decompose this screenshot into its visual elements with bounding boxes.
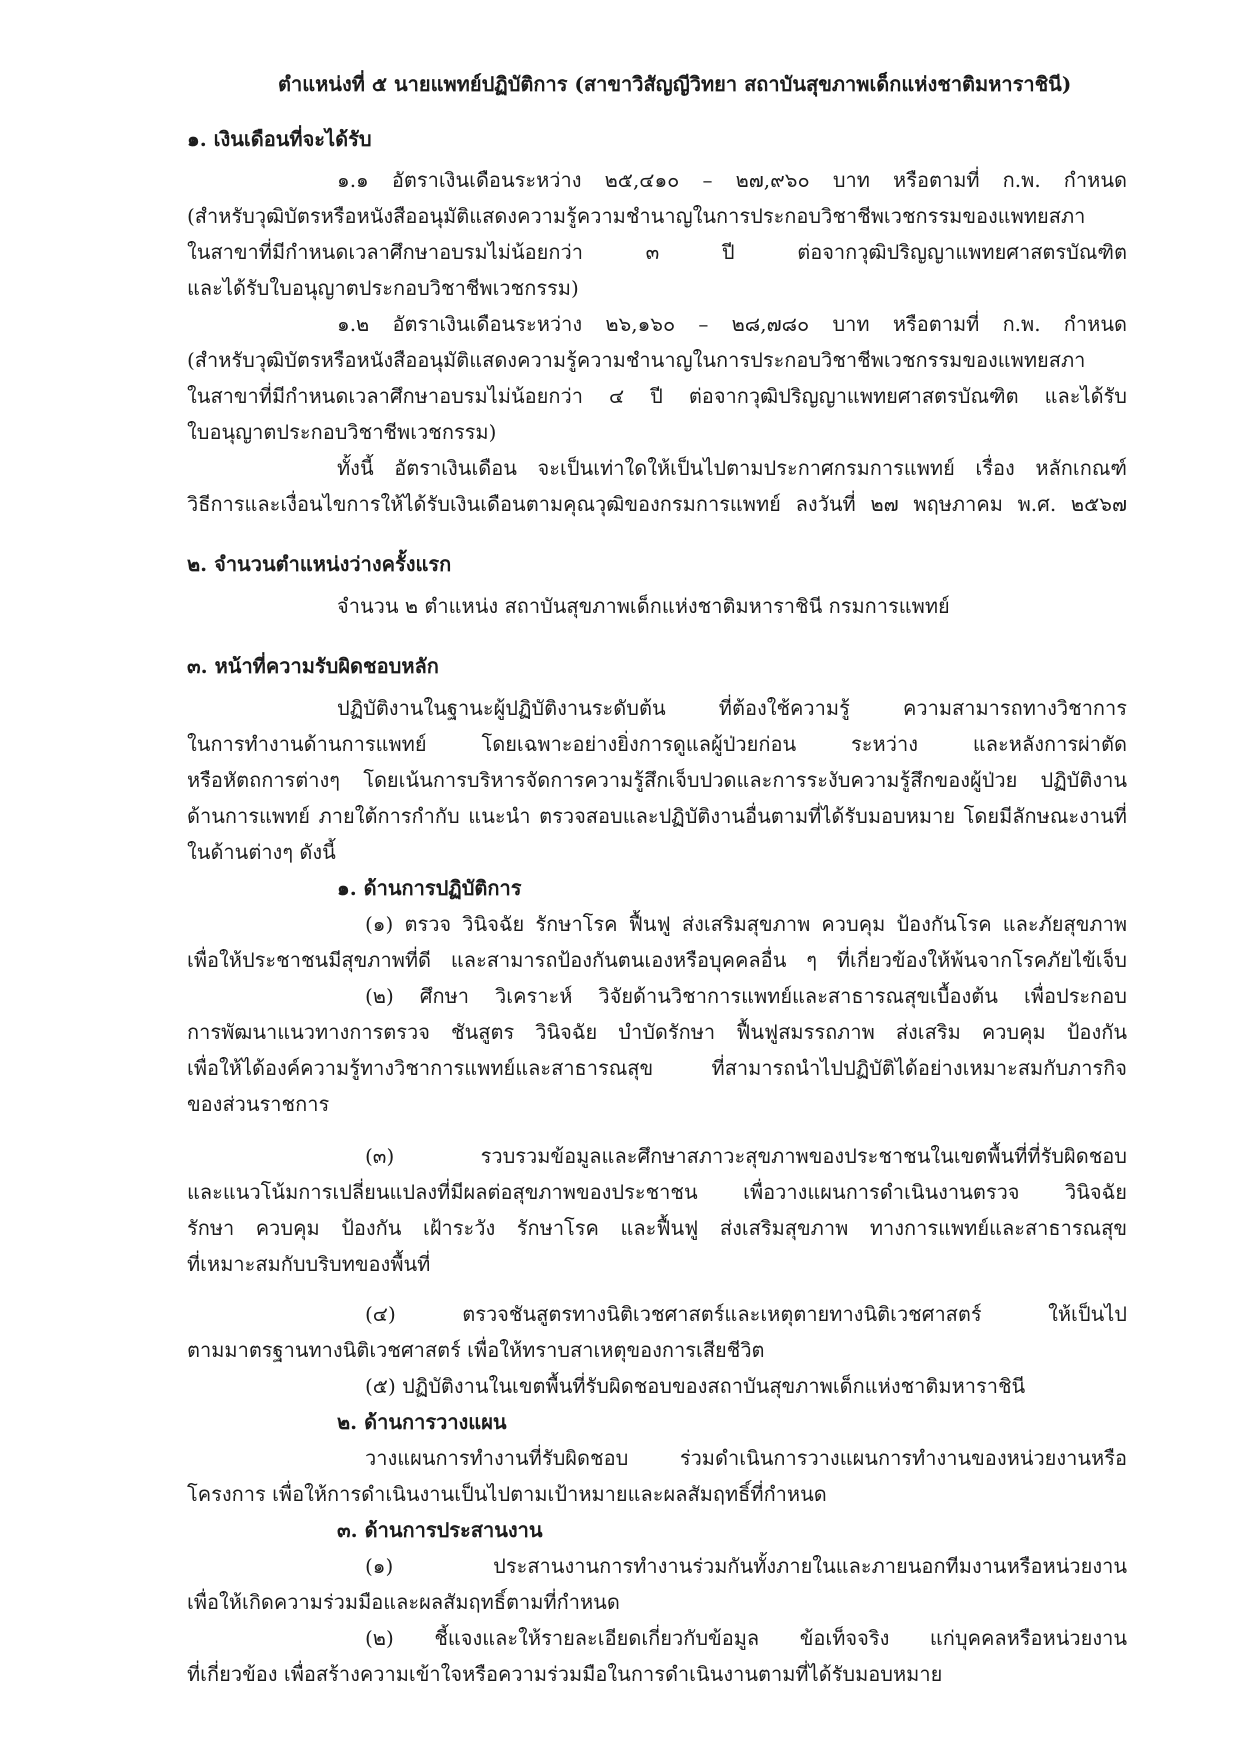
- operations-item-2: ของส่วนราชการ: [187, 1092, 330, 1116]
- subsection-planning-heading: ๒. ด้านการวางแผน: [337, 1410, 507, 1434]
- operations-item-2: (๒) ศึกษา วิเคราะห์ วิจัยด้านวิชาการแพทย์และสาธารณสุขเบื้องต้น เพื่อประกอบ: [365, 984, 1127, 1008]
- planning-text: โครงการ เพื่อให้การดำเนินงานเป็นไปตามเป้าหมายและผลสัมฤทธิ์ที่กำหนด: [187, 1482, 827, 1506]
- operations-item-5: (๕) ปฏิบัติงานในเขตพื้นที่รับผิดชอบของสถาบันสุขภาพเด็กแห่งชาติมหาราชินี: [365, 1374, 1026, 1398]
- duties-intro: ด้านการแพทย์ ภายใต้การกำกับ แนะนำ ตรวจสอบและปฏิบัติงานอื่นตามที่ได้รับมอบหมาย โดยมีลักษณะงานที่: [187, 804, 1127, 828]
- coordination-item-1: (๑) ประสานงานการทำงานร่วมกันทั้งภายในและภายนอกทีมงานหรือหน่วยงาน: [365, 1554, 1127, 1578]
- operations-item-2: การพัฒนาแนวทางการตรวจ ชันสูตร วินิจฉัย บำบัดรักษา ฟื้นฟูสมรรถภาพ ส่งเสริม ควบคุม ป้องกัน: [187, 1020, 1127, 1044]
- duties-intro: ในด้านต่างๆ ดังนี้: [187, 840, 336, 864]
- subsection-coordination-heading: ๓. ด้านการประสานงาน: [337, 1518, 543, 1542]
- section-1-heading: ๑. เงินเดือนที่จะได้รับ: [187, 127, 372, 151]
- planning-text: วางแผนการทำงานที่รับผิดชอบ ร่วมดำเนินการวางแผนการทำงานของหน่วยงานหรือ: [365, 1446, 1127, 1470]
- operations-item-3: รักษา ควบคุม ป้องกัน เฝ้าระวัง รักษาโรค และฟื้นฟู ส่งเสริมสุขภาพ ทางการแพทย์และสาธารณสุข: [187, 1216, 1127, 1240]
- coordination-item-1: เพื่อให้เกิดความร่วมมือและผลสัมฤทธิ์ตามที่กำหนด: [187, 1590, 620, 1614]
- salary-note: วิธีการและเงื่อนไขการให้ได้รับเงินเดือนตามคุณวุฒิของกรมการแพทย์ ลงวันที่ ๒๗ พฤษภาคม พ.ศ. ๒๕๖๗: [187, 492, 1127, 516]
- salary-rate-1-text: ในสาขาที่มีกำหนดเวลาศึกษาอบรมไม่น้อยกว่า ๓ ปี ต่อจากวุฒิปริญญาแพทยศาสตรบัณฑิต: [187, 240, 1127, 264]
- operations-item-1: (๑) ตรวจ วินิจฉัย รักษาโรค ฟื้นฟู ส่งเสริมสุขภาพ ควบคุม ป้องกันโรค และภัยสุขภาพ: [365, 912, 1127, 936]
- salary-rate-2-line: ๑.๒ อัตราเงินเดือนระหว่าง ๒๖,๑๖๐ – ๒๘,๗๘๐ บาท หรือตามที่ ก.พ. กำหนด: [337, 312, 1127, 336]
- duties-intro: ในการทำงานด้านการแพทย์ โดยเฉพาะอย่างยิ่งการดูแลผู้ป่วยก่อน ระหว่าง และหลังการผ่าตัด: [187, 732, 1127, 756]
- salary-rate-2-text: (สำหรับวุฒิบัตรหรือหนังสืออนุมัติแสดงความรู้ความชำนาญในการประกอบวิชาชีพเวชกรรมของแพทยสภา: [187, 348, 1086, 372]
- operations-item-3: ที่เหมาะสมกับบริบทของพื้นที่: [187, 1252, 431, 1276]
- duties-intro: หรือหัตถการต่างๆ โดยเน้นการบริหารจัดการความรู้สึกเจ็บปวดและการระงับความรู้สึกของผู้ป่วย ปฏิบัติงาน: [187, 768, 1127, 792]
- coordination-item-2: (๒) ชี้แจงและให้รายละเอียดเกี่ยวกับข้อมูล ข้อเท็จจริง แก่บุคคลหรือหน่วยงาน: [365, 1626, 1127, 1650]
- duties-intro: ปฏิบัติงานในฐานะผู้ปฏิบัติงานระดับต้น ที่ต้องใช้ความรู้ ความสามารถทางวิชาการ: [337, 696, 1127, 720]
- operations-item-3: และแนวโน้มการเปลี่ยนแปลงที่มีผลต่อสุขภาพของประชาชน เพื่อวางแผนการดำเนินงานตรวจ วินิจฉัย: [187, 1180, 1127, 1204]
- subsection-operations-heading: ๑. ด้านการปฏิบัติการ: [337, 876, 522, 900]
- operations-item-2: เพื่อให้ได้องค์ความรู้ทางวิชาการแพทย์และสาธารณสุข ที่สามารถนำไปปฏิบัติได้อย่างเหมาะสมกับภารกิจ: [187, 1056, 1127, 1080]
- salary-rate-2-text: ในสาขาที่มีกำหนดเวลาศึกษาอบรมไม่น้อยกว่า ๔ ปี ต่อจากวุฒิปริญญาแพทยศาสตรบัณฑิต และได้รับ: [187, 384, 1127, 408]
- vacancy-count-text: จำนวน ๒ ตำแหน่ง สถาบันสุขภาพเด็กแห่งชาติมหาราชินี กรมการแพทย์: [337, 594, 950, 618]
- salary-rate-1-text: (สำหรับวุฒิบัตรหรือหนังสืออนุมัติแสดงความรู้ความชำนาญในการประกอบวิชาชีพเวชกรรมของแพทยสภา: [187, 204, 1086, 228]
- document-title: ตำแหน่งที่ ๕ นายแพทย์ปฏิบัติการ (สาขาวิสัญญีวิทยา สถาบันสุขภาพเด็กแห่งชาติมหาราชินี): [278, 72, 1072, 96]
- salary-rate-2-text: ใบอนุญาตประกอบวิชาชีพเวชกรรม): [187, 420, 497, 444]
- operations-item-1: เพื่อให้ประชาชนมีสุขภาพที่ดี และสามารถป้องกันตนเองหรือบุคคลอื่น ๆ ที่เกี่ยวข้องให้พ้นจากโรคภัยไข้เจ็บ: [187, 948, 1127, 972]
- section-3-heading: ๓. หน้าที่ความรับผิดชอบหลัก: [187, 654, 439, 678]
- coordination-item-2: ที่เกี่ยวข้อง เพื่อสร้างความเข้าใจหรือความร่วมมือในการดำเนินงานตามที่ได้รับมอบหมาย: [187, 1662, 943, 1686]
- salary-note: ทั้งนี้ อัตราเงินเดือน จะเป็นเท่าใดให้เป็นไปตามประกาศกรมการแพทย์ เรื่อง หลักเกณฑ์: [337, 456, 1127, 480]
- operations-item-4: (๔) ตรวจชันสูตรทางนิติเวชศาสตร์และเหตุตายทางนิติเวชศาสตร์ ให้เป็นไป: [365, 1302, 1127, 1326]
- operations-item-3: (๓) รวบรวมข้อมูลและศึกษาสภาวะสุขภาพของประชาชนในเขตพื้นที่ที่รับผิดชอบ: [365, 1144, 1127, 1168]
- salary-rate-1-text: และได้รับใบอนุญาตประกอบวิชาชีพเวชกรรม): [187, 276, 579, 300]
- section-2-heading: ๒. จำนวนตำแหน่งว่างครั้งแรก: [187, 552, 452, 576]
- salary-rate-1-line: ๑.๑ อัตราเงินเดือนระหว่าง ๒๕,๔๑๐ – ๒๗,๙๖๐ บาท หรือตามที่ ก.พ. กำหนด: [337, 168, 1127, 192]
- operations-item-4: ตามมาตรฐานทางนิติเวชศาสตร์ เพื่อให้ทราบสาเหตุของการเสียชีวิต: [187, 1338, 765, 1362]
